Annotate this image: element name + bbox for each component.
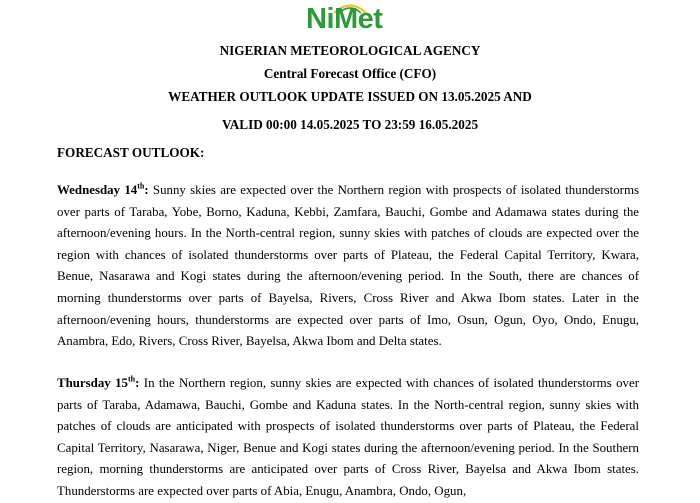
forecast-text-thursday: In the Northern region, sunny skies are expected with chances of isolated thunderstorms over parts of Taraba, Adamawa, Bauchi, Gombe and Kaduna states. In the North-central region, sunny skies with patches of clouds are anticipated with prospects of isolated thunderstorms over parts of Plateau, the Federal Capital Territory, Nasarawa, Niger, Benue and Kogi states during the afternoon/evening period. In the Southern region, morning thunderstorms are anticipated over parts of Cross River, Bayelsa and Akwa Ibom states. Thunderstorms are expected over parts of Abia, Enugu, Anambra, Ondo, Ogun, [57,376,639,498]
issued-line: WEATHER OUTLOOK UPDATE ISSUED ON 13.05.2025 AND [168,89,532,104]
forecast-text-wednesday: Sunny skies are expected over the Northern region with prospects of isolated thunderstorms over parts of Taraba, Yobe, Borno, Kaduna, Kebbi, Zamfara, Bauchi, Gombe and Adamawa states during the afternoon/evening hours. In the North-central region, sunny skies with patches of clouds are expected over the region with chances of isolated thunderstorms over parts of Plateau, the Federal Capital Territory, Kwara, Benue, Nasarawa and Kogi states during the afternoon/evening period. In the South, there are chances of morning thunderstorms over parts of Bayelsa, Rivers, Cross River and Akwa Ibom states. Later in the afternoon/evening hours, thunderstorms are expected over parts of Imo, Osun, Ogun, Oyo, Ondo, Enugu, Anambra, Edo, Rivers, Cross River, Bayelsa, Akwa Ibom and Delta states. [57,183,639,349]
logo-wordmark: NiMet [306,3,383,35]
section-title: FORECAST OUTLOOK: [57,145,205,160]
agency-name: NIGERIAN METEOROLOGICAL AGENCY [219,43,481,58]
forecast-paragraph-thursday [57,373,639,503]
forecast-paragraph-wednesday [57,180,639,353]
valid-line: VALID 00:00 14.05.2025 TO 23:59 16.05.2025 [221,117,479,132]
office-name: Central Forecast Office (CFO) [263,66,437,81]
nimet-logo [0,0,700,40]
day-label-wednesday: Wednesday 14th: [57,181,149,197]
day-label-thursday: Thursday 15th: [57,374,140,390]
